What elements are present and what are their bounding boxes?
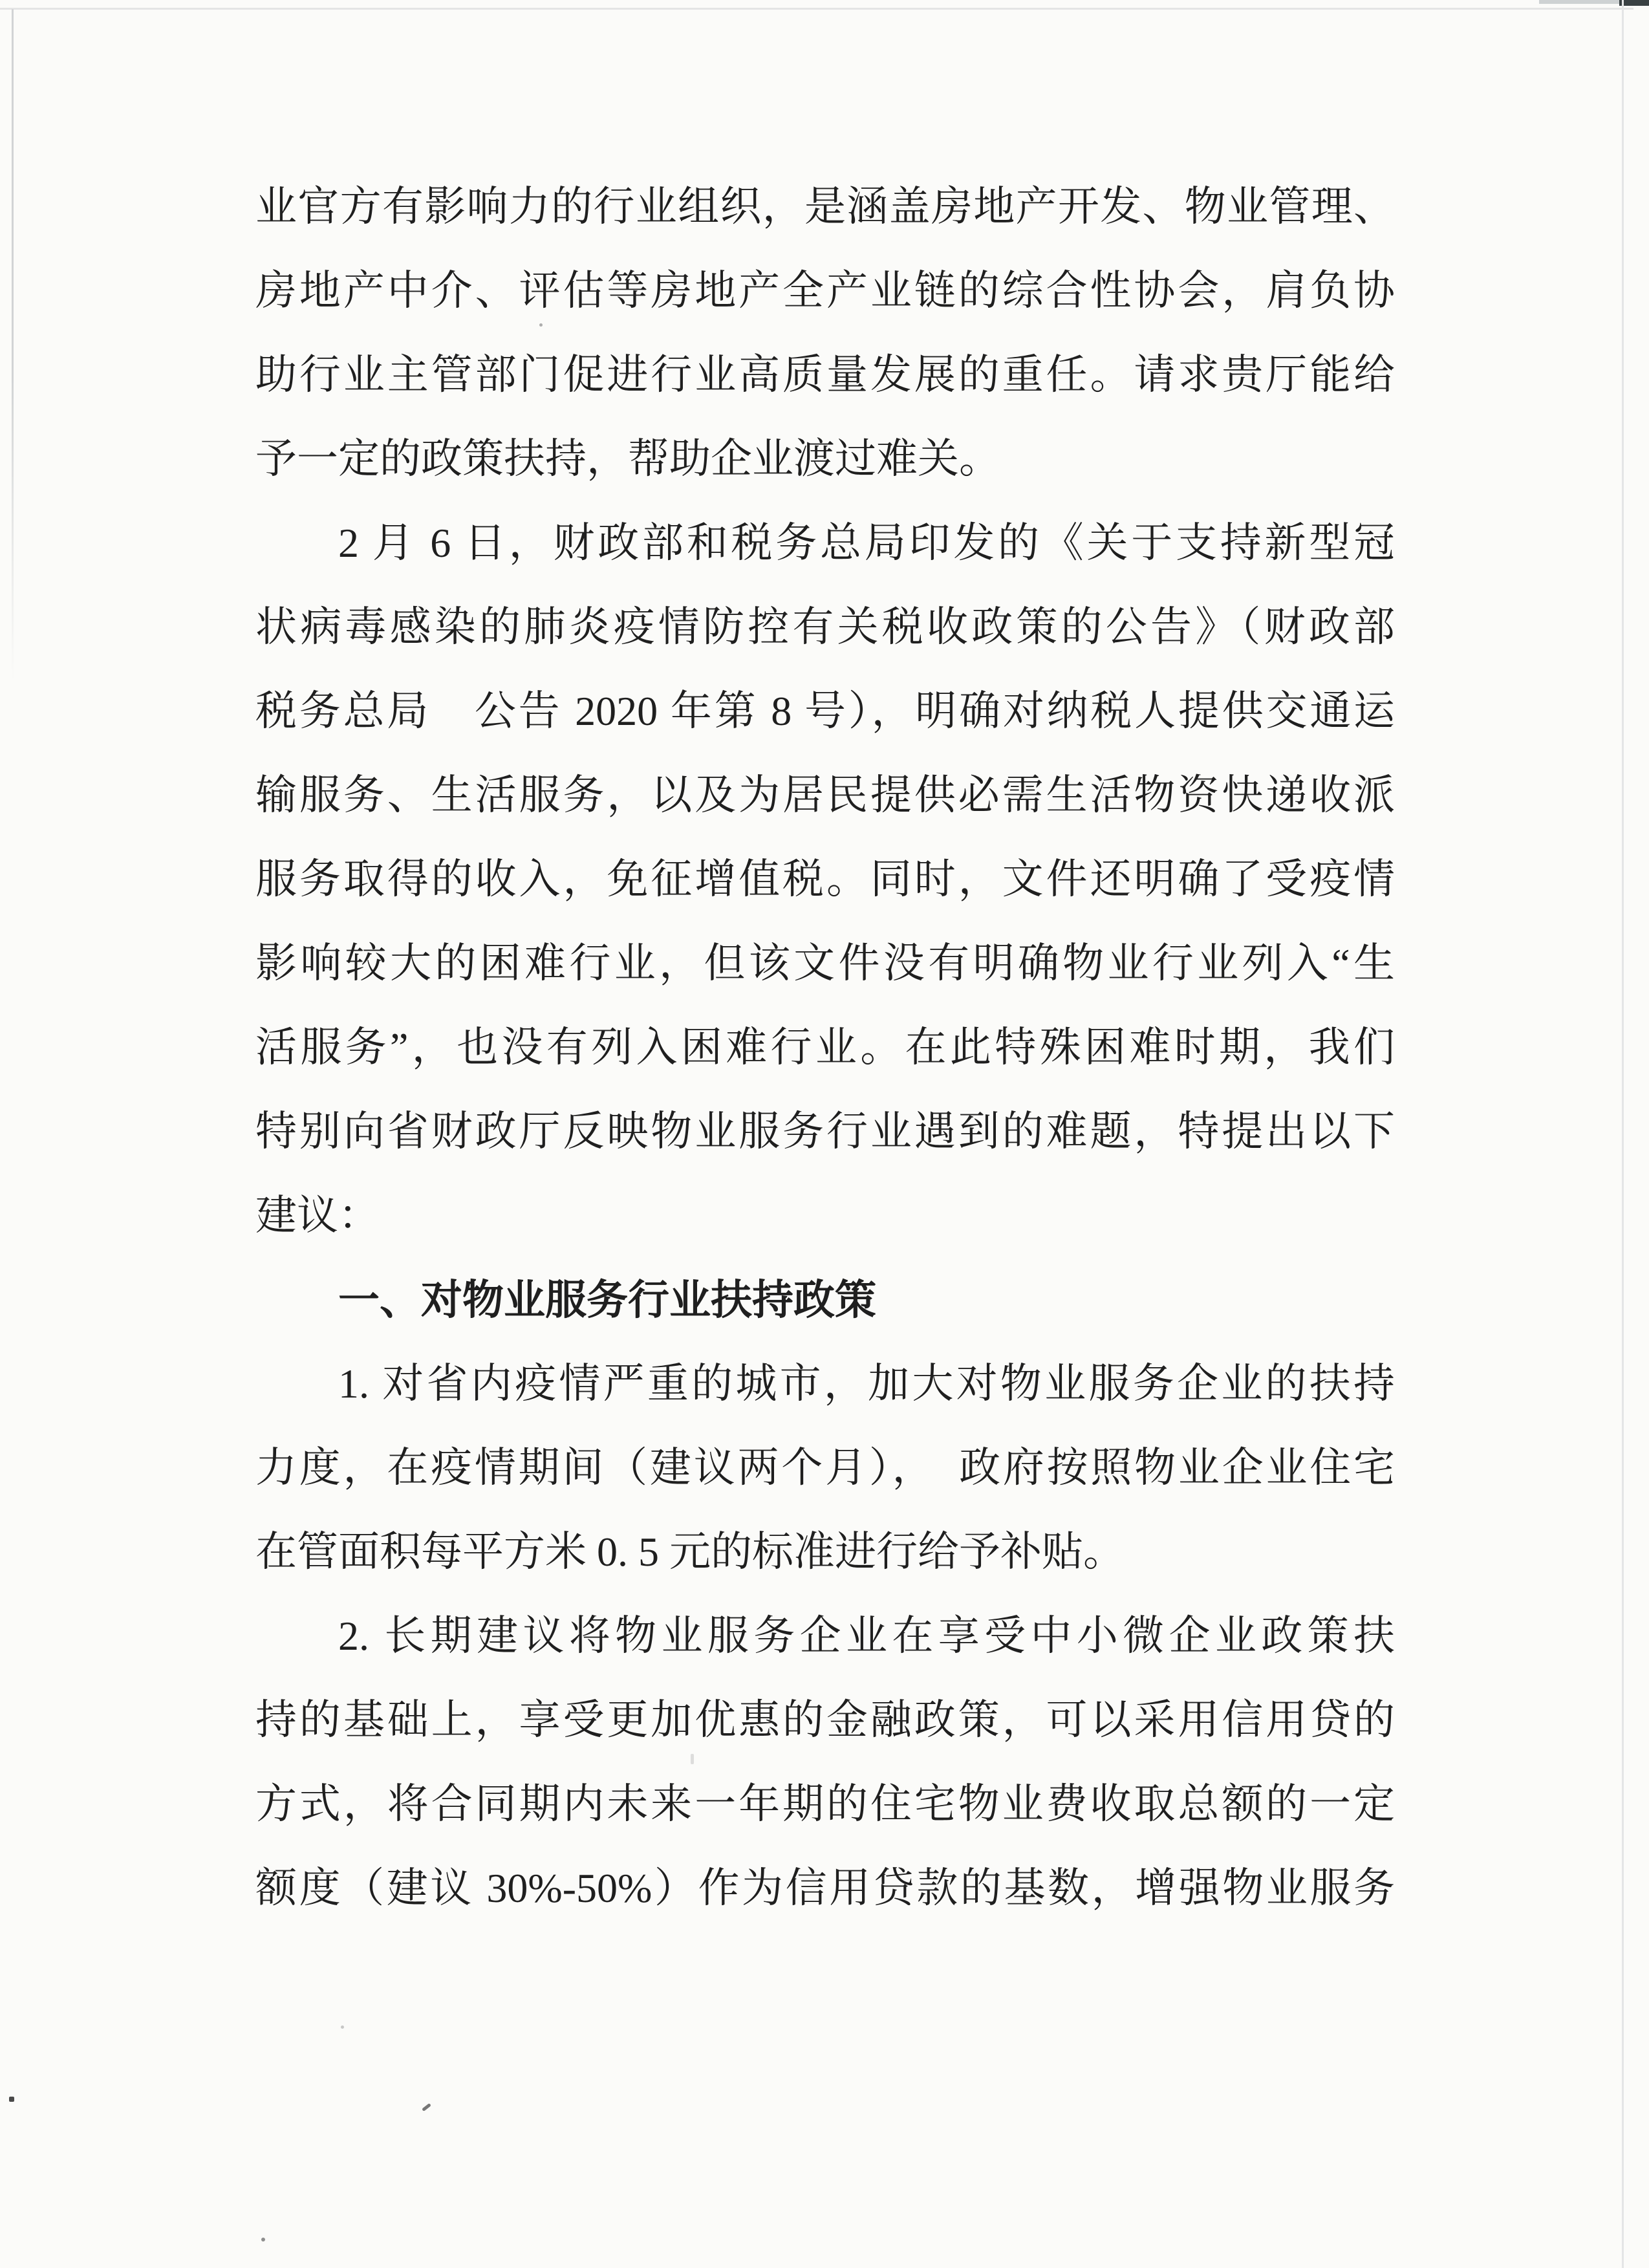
text-line: 予一定的政策扶持，帮助企业渡过难关。 xyxy=(255,436,1000,482)
text-line: 活服务”，也没有列入困难行业。在此特殊困难时期，我们 xyxy=(255,1024,1395,1070)
text-line: 状病毒感染的肺炎疫情防控有关税收政策的公告》（财政部 xyxy=(255,604,1395,650)
text-line: 2. 长期建议将物业服务企业在享受中小微企业政策扶 xyxy=(338,1613,1395,1659)
ink-speck xyxy=(261,2238,265,2241)
text-line: 特别向省财政厅反映物业服务行业遇到的难题，特提出以下 xyxy=(255,1108,1395,1154)
text-block xyxy=(255,165,1395,1930)
ink-speck xyxy=(341,2025,344,2029)
text-line: 业官方有影响力的行业组织，是涵盖房地产开发、物业管理、 xyxy=(255,184,1395,230)
text-line: 在管面积每平方米 0. 5 元的标准进行给予补贴。 xyxy=(255,1529,1125,1575)
text-line: 2 月 6 日，财政部和税务总局印发的《关于支持新型冠 xyxy=(338,520,1395,566)
text-line: 影响较大的困难行业，但该文件没有明确物业行业列入“生 xyxy=(255,940,1395,986)
text-line: 额度（建议 30%-50%）作为信用贷款的基数，增强物业服务 xyxy=(255,1865,1395,1911)
text-line: 持的基础上，享受更加优惠的金融政策，可以采用信用贷的 xyxy=(255,1697,1395,1743)
text-line: 力度，在疫情期间（建议两个月）， 政府按照物业企业住宅 xyxy=(255,1445,1395,1491)
text-line: 输服务、生活服务，以及为居民提供必需生活物资快递收派 xyxy=(255,772,1395,818)
text-line: 建议： xyxy=(255,1193,380,1238)
ink-scratch xyxy=(422,2103,431,2111)
text-line: 税务总局 公告 2020 年第 8 号），明确对纳税人提供交通运 xyxy=(255,688,1395,734)
scan-edge-right-line xyxy=(1622,0,1624,2268)
scan-corner-mark xyxy=(1619,0,1649,6)
text-line: 房地产中介、评估等房地产全产业链的综合性协会，肩负协 xyxy=(255,268,1395,314)
text-line: 1. 对省内疫情严重的城市，加大对物业服务企业的扶持 xyxy=(338,1361,1395,1407)
scan-edge-top-right-band xyxy=(1539,0,1622,4)
ink-speck xyxy=(9,2097,14,2102)
scan-edge-top-line xyxy=(0,8,1633,10)
text-line: 服务取得的收入，免征增值税。同时，文件还明确了受疫情 xyxy=(255,856,1395,902)
text-line: 方式，将合同期内未来一年期的住宅物业费收取总额的一定 xyxy=(255,1781,1395,1827)
section-heading: 一、对物业服务行业扶持政策 xyxy=(338,1277,876,1323)
scan-edge-left-line xyxy=(12,9,14,682)
text-line: 助行业主管部门促进行业高质量发展的重任。请求贵厅能给 xyxy=(255,352,1395,398)
